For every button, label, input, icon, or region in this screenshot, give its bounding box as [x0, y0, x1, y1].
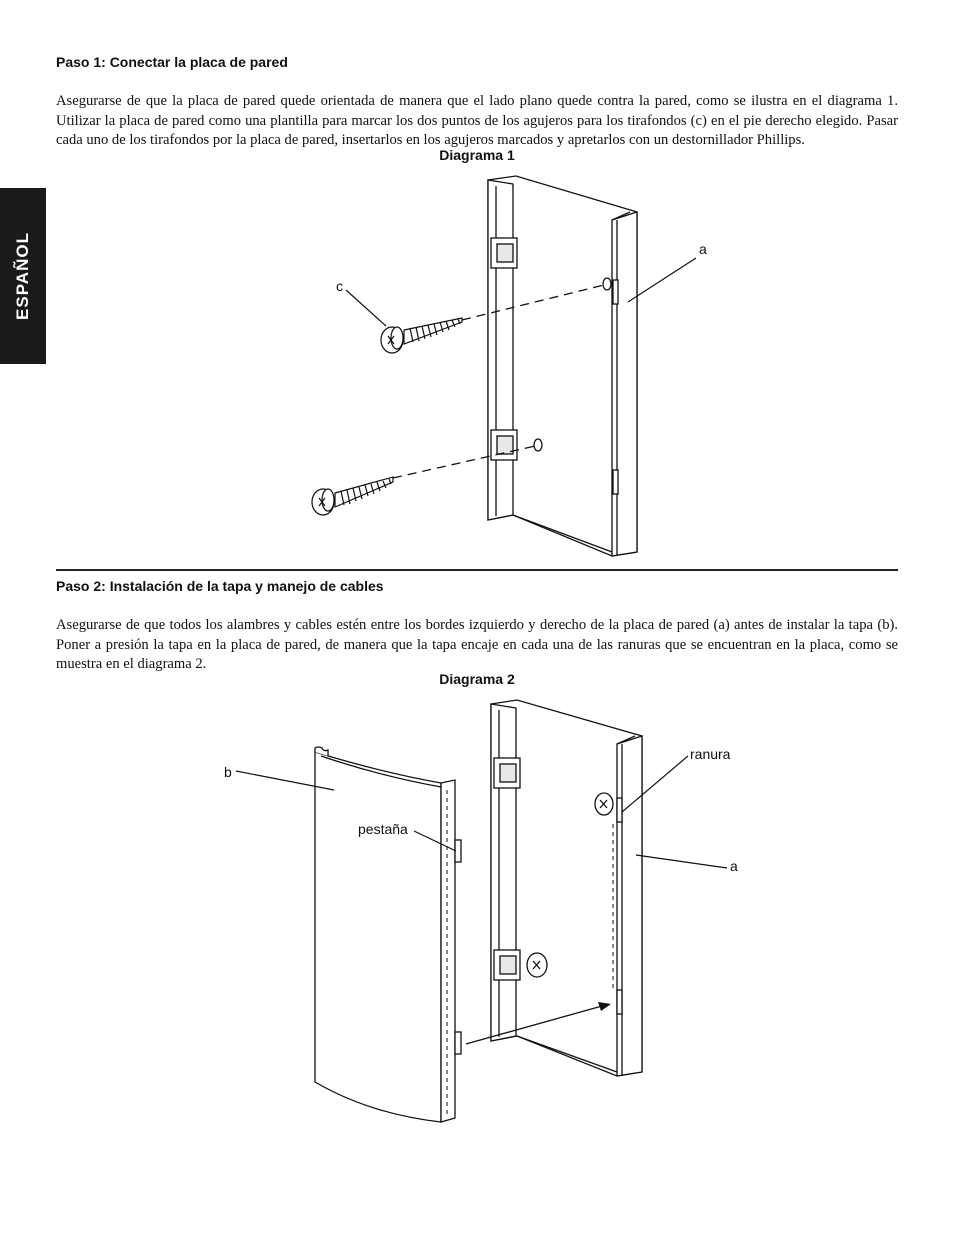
step1-paragraph: Asegurarse de que la placa de pared quede orientada de manera que el lado plano quede contra la pared, como se ilustra en el diagrama 1. Utilizar la placa de pared como una plantilla para marcar los dos puntos de los agujeros para los tirafondos (c) en el pie derecho elegido. Pasar cada uno de los tirafondos por la placa de pared, insertarlos en los agujeros marcados y apretarlos con un destornillador Phillips.: [56, 93, 898, 148]
step1-heading: Paso 1: Conectar la placa de pared: [56, 54, 288, 70]
cover-tab: [455, 1032, 461, 1054]
diagram1-caption: Diagrama 1: [439, 147, 515, 163]
step2-paragraph: Asegurarse de que todos los alambres y cables estén entre los bordes izquierdo y derecho de la placa de pared (a) antes de instalar la tapa (b). Poner a presión la tapa en la placa de pared, de manera que la tapa encaje en cada una de las ranuras que se encuentran en la placa, como se muestra en el diagrama 2.: [56, 617, 898, 672]
label-c: c: [336, 278, 343, 294]
diagram2-cover-install-illustration: [0, 695, 954, 1135]
wall-plate-right-flange: [612, 212, 637, 556]
diagram2-caption: Diagrama 2: [439, 671, 515, 687]
wall-plate-left-flange: [488, 180, 513, 520]
callout-line-c: [346, 290, 386, 326]
label-a: a: [699, 241, 707, 257]
callout-line-a: [636, 855, 727, 868]
section-divider: [56, 569, 898, 571]
cover-tapa: [315, 747, 461, 1122]
lag-screw-lower: [312, 477, 393, 515]
lag-screw-upper: [381, 318, 462, 353]
diagram1-wall-plate-illustration: [0, 170, 954, 565]
wall-plate-right-flange: [617, 736, 642, 1076]
label-b: b: [224, 764, 232, 780]
screw-hole: [534, 439, 542, 451]
callout-line-a: [628, 258, 696, 302]
wall-plate-left-flange: [491, 704, 516, 1041]
step2-heading: Paso 2: Instalación de la tapa y manejo de cables: [56, 578, 384, 594]
label-ranura: ranura: [690, 746, 731, 762]
label-pestana: pestaña: [358, 821, 408, 837]
language-tab-label: ESPAÑOL: [13, 232, 32, 320]
screw-hole: [603, 278, 611, 290]
label-a: a: [730, 858, 738, 874]
